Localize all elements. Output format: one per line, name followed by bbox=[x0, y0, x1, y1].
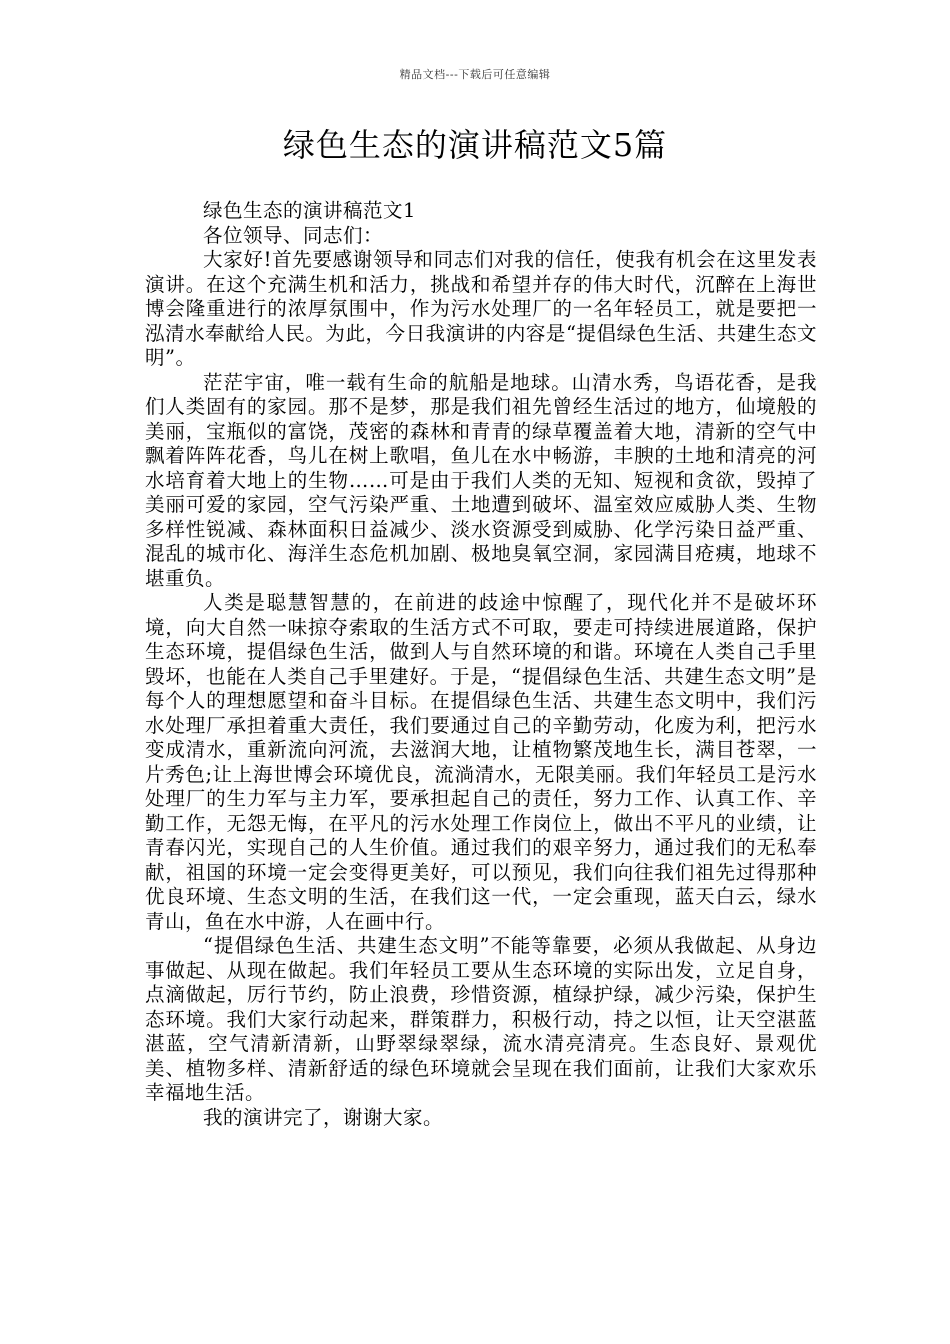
paragraph: 茫茫宇宙，唯一载有生命的航船是地球。山清水秀，鸟语花香，是我们人类固有的家园。那不是梦，那是我们祖先曾经生活过的地方，仙境般的美丽，宝瓶似的富饶，茂密的森林和青青的绿草覆盖着大地，清新的空气中飘着阵阵花香，鸟儿在树上歌唱，鱼儿在水中畅游，丰腴的土地和清亮的河水培育着大地上的生物……可是由于我们人类的无知、短视和贪欲，毁掉了美丽可爱的家园，空气污染严重、土地遭到破坏、温室效应威胁人类、生物多样性锐减、森林面积日益减少、淡水资源受到威胁、化学污染日益严重、混乱的城市化、海洋生态危机加剧、极地臭氧空洞，家园满目疮痍，地球不堪重负。 bbox=[145, 370, 817, 590]
document-body bbox=[145, 199, 817, 1130]
paragraph: 人类是聪慧智慧的，在前进的歧途中惊醒了，现代化并不是破坏环境，向大自然一味掠夺索取的生活方式不可取，要走可持续进展道路，保护生态环境，提倡绿色生活，做到人与自然环境的和谐。环境在人类自己手里毁坏，也能在人类自己手里建好。于是，“提倡绿色生活、共建生态文明”是每个人的理想愿望和奋斗目标。在提倡绿色生活、共建生态文明中，我们污水处理厂承担着重大责任，我们要通过自己的辛勤劳动，化废为利，把污水变成清水，重新流向河流，去滋润大地，让植物繁茂地生长，满目苍翠，一片秀色;让上海世博会环境优良，流淌清水，无限美丽。我们年轻员工是污水处理厂的生力军与主力军，要承担起自己的责任，努力工作、认真工作、辛勤工作，无怨无悔，在平凡的污水处理工作岗位上，做出不平凡的业绩，让青春闪光，实现自己的人生价值。通过我们的艰辛努力，通过我们的无私奉献，祖国的环境一定会变得更美好，可以预见，我们向往我们祖先过得那种优良环境、生态文明的生活，在我们这一代，一定会重现，蓝天白云，绿水青山，鱼在水中游，人在画中行。 bbox=[145, 591, 817, 933]
salutation: 各位领导、同志们： bbox=[203, 223, 384, 247]
closing-line: 我的演讲完了，谢谢大家。 bbox=[203, 1105, 444, 1129]
paragraph: “提倡绿色生活、共建生态文明”不能等靠要，必须从我做起、从身边事做起、从现在做起。我们年轻员工要从生态环境的实际出发，立足自身，点滴做起，厉行节约，防止浪费，珍惜资源，植绿护绿，减少污染，保护生态环境。我们大家行动起来，群策群力，积极行动，持之以恒，让天空湛蓝湛蓝，空气清新清新，山野翠绿翠绿，流水清亮清亮。生态良好、景观优美、植物多样、清新舒适的绿色环境就会呈现在我们面前，让我们大家欢乐幸福地生活。 bbox=[145, 934, 817, 1104]
document-title: 绿色生态的演讲稿范文5篇 bbox=[282, 126, 668, 164]
header-note: 精品文档---下载后可任意编辑 bbox=[399, 68, 551, 81]
paragraph: 大家好!首先要感谢领导和同志们对我的信任，使我有机会在这里发表演讲。在这个充满生机和活力，挑战和希望并存的伟大时代，沉醉在上海世博会隆重进行的浓厚氛围中，作为污水处理厂的一名年轻员工，就是要把一泓清水奉献给人民。为此，今日我演讲的内容是“提倡绿色生活、共建生态文明”。 bbox=[145, 248, 817, 369]
section-heading: 绿色生态的演讲稿范文1 bbox=[203, 199, 416, 222]
